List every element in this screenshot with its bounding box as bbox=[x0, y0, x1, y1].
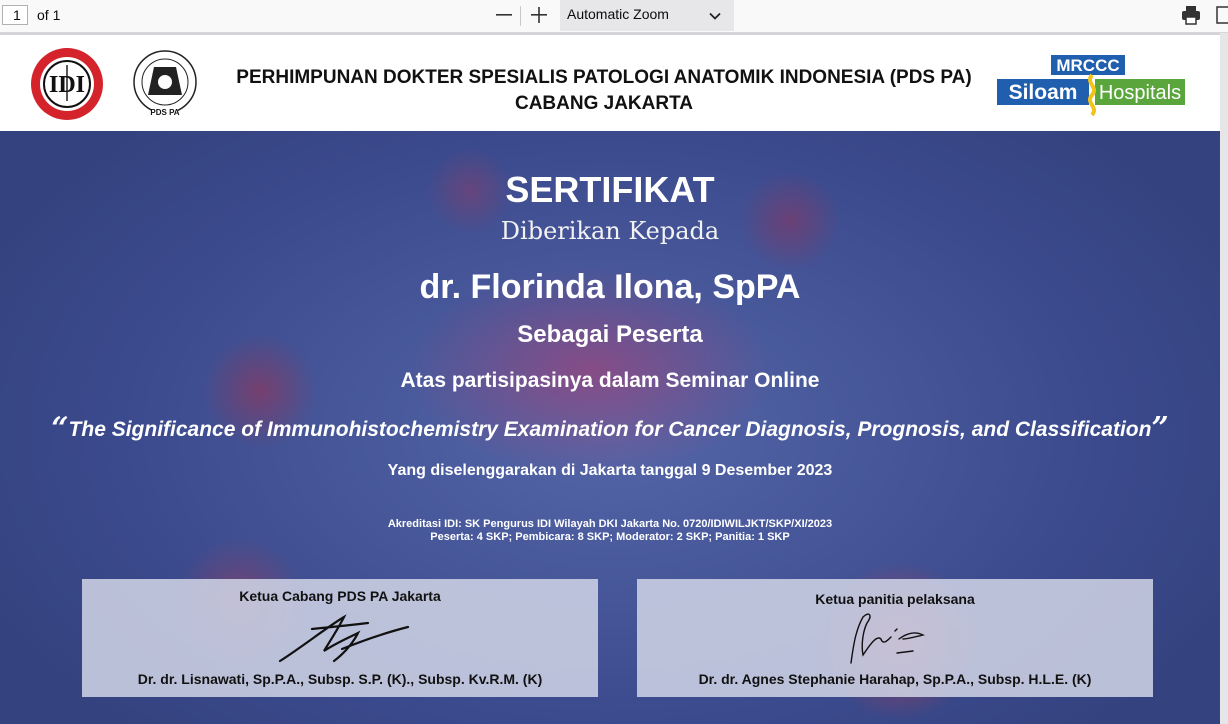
accreditation-block bbox=[0, 518, 1220, 544]
certificate-header bbox=[0, 35, 1220, 131]
pdf-viewer[interactable] bbox=[0, 33, 1228, 724]
idi-logo-text: IDI bbox=[48, 72, 86, 98]
seminar-title bbox=[0, 411, 1220, 446]
signature-name: Dr. dr. Agnes Stephanie Harahap, Sp.P.A., Subsp. H.L.E. (K) bbox=[698, 671, 1092, 687]
signature-role: Ketua panitia pelaksana bbox=[815, 591, 975, 607]
siloam-text: Siloam bbox=[1008, 81, 1078, 104]
chevron-down-icon bbox=[708, 9, 722, 23]
event-line: Yang diselenggarakan di Jakarta tanggal 9 Desember 2023 bbox=[387, 462, 833, 479]
minus-icon bbox=[492, 3, 516, 27]
recipient-name: dr. Florinda Ilona, SpPA bbox=[419, 268, 801, 306]
mrccc-text: MRCCC bbox=[1056, 56, 1120, 75]
participation-text: Atas partisipasinya dalam Seminar Online bbox=[400, 369, 820, 392]
zoom-select-label: Automatic Zoom bbox=[567, 6, 669, 22]
organization-title-line1: PERHIMPUNAN DOKTER SPESIALIS PATOLOGI ANATOMIK INDONESIA (PDS PA) bbox=[236, 67, 972, 88]
certificate-body bbox=[0, 131, 1220, 724]
signature-box-chair bbox=[82, 579, 598, 697]
signature-name: Dr. dr. Lisnawati, Sp.P.A., Subsp. S.P. (K)., Subsp. Kv.R.M. (K) bbox=[137, 671, 543, 687]
page-button[interactable] bbox=[1216, 5, 1228, 25]
vertical-scrollbar[interactable] bbox=[1220, 33, 1228, 724]
signature-lisnawati bbox=[272, 611, 412, 665]
page-number-input[interactable]: 1 bbox=[2, 5, 28, 25]
accreditation-text: Akreditasi IDI: SK Pengurus IDI Wilayah DKI Jakarta No. 0720/IDIWILJKT/SKP/XI/2023 bbox=[387, 518, 833, 530]
toolbar-separator bbox=[520, 6, 521, 26]
hospitals-text: Hospitals bbox=[1098, 82, 1182, 104]
signature-role: Ketua Cabang PDS PA Jakarta bbox=[239, 588, 441, 604]
skp-text: Peserta: 4 SKP; Pembicara: 8 SKP; Moderator: 2 SKP; Panitia: 1 SKP bbox=[430, 531, 790, 543]
siloam-hospitals-logo bbox=[995, 53, 1187, 119]
print-button[interactable] bbox=[1180, 4, 1202, 26]
signature-box-committee bbox=[637, 579, 1153, 697]
zoom-out-button[interactable] bbox=[492, 3, 516, 27]
organization-title-line2: CABANG JAKARTA bbox=[514, 93, 694, 114]
open-quote: “ bbox=[51, 411, 69, 446]
zoom-in-button[interactable] bbox=[527, 3, 551, 27]
zoom-select[interactable] bbox=[560, 0, 734, 31]
print-icon bbox=[1180, 4, 1202, 26]
seminar-title-text: The Significance of Immunohistochemistry Examination for Cancer Diagnosis, Prognosis, and Classification bbox=[68, 418, 1152, 441]
plus-icon bbox=[527, 3, 551, 27]
certificate-page bbox=[0, 35, 1220, 724]
page-count: of 1 bbox=[37, 7, 61, 23]
page-icon bbox=[1216, 5, 1228, 25]
signature-agnes bbox=[837, 609, 937, 669]
organization-title bbox=[210, 65, 998, 117]
pds-pa-logo bbox=[130, 45, 200, 123]
given-to-label: Diberikan Kepada bbox=[500, 217, 720, 245]
pdf-toolbar bbox=[0, 0, 1228, 33]
idi-logo bbox=[28, 45, 106, 123]
certificate-heading: SERTIFIKAT bbox=[505, 169, 715, 210]
close-quote: ” bbox=[1151, 411, 1169, 446]
pds-pa-logo-text: PDS PA bbox=[150, 108, 180, 117]
participant-role: Sebagai Peserta bbox=[517, 321, 703, 348]
